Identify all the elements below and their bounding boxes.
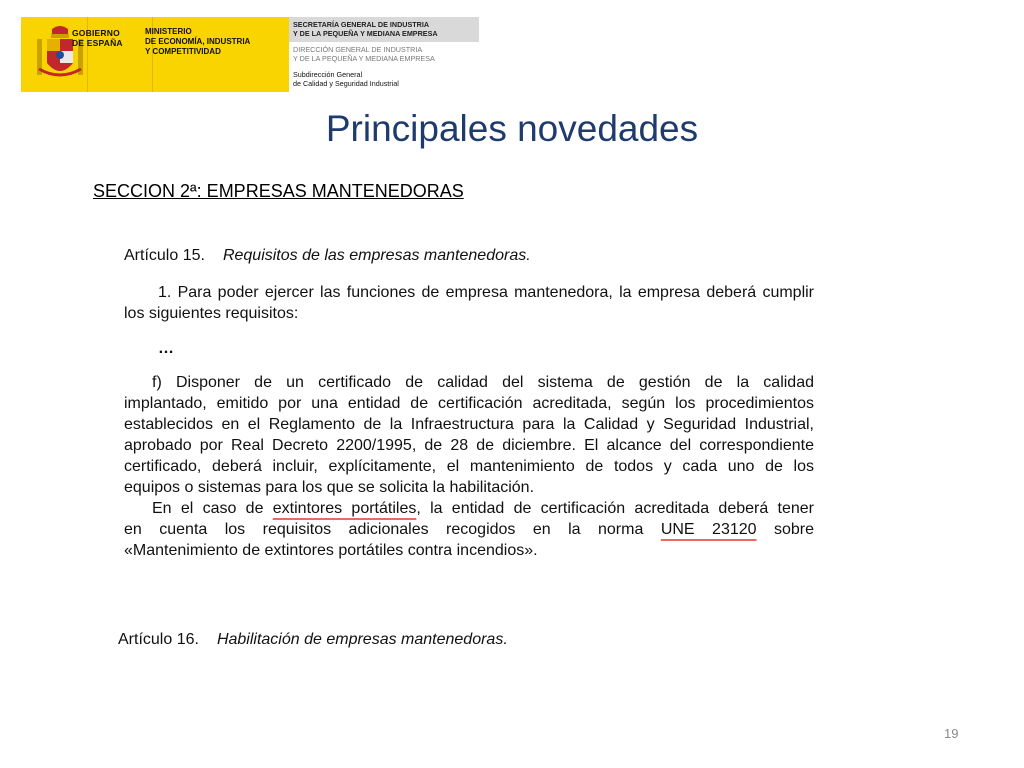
ministerio-label: MINISTERIO DE ECONOMÍA, INDUSTRIA Y COMPETITIVIDAD: [145, 27, 251, 56]
article-16-title: Habilitación de empresas mantenedoras.: [216, 631, 508, 648]
article-15-heading: [124, 247, 531, 265]
document-excerpt: [118, 236, 838, 666]
article-15-number: Artículo 15.: [124, 247, 205, 264]
paragraph-g-line-2: en cuenta los requisitos adicionales recogidos en la norma UNE 23120 sobre: [124, 521, 814, 538]
paragraph-g-line-1: En el caso de extintores portátiles, la entidad de certificación acreditada deberá tener: [152, 500, 815, 517]
paragraph-g-line-3: «Mantenimiento de extintores portátiles contra incendios».: [124, 542, 538, 559]
paragraph-f-line: certificado, deberá incluir, explícitamente, el mantenimiento de todos y cada uno de los: [124, 458, 814, 475]
paragraph-f-line: equipos o sistemas para los que se solicita la habilitación.: [124, 479, 535, 496]
highlight-extintores: extintores portátiles: [272, 500, 417, 517]
section-subtitle: SECCION 2ª: EMPRESAS MANTENEDORAS: [93, 181, 464, 201]
ellipsis: …: [158, 340, 174, 357]
article-15-title: Requisitos de las empresas mantenedoras.: [222, 247, 531, 264]
gobierno-label: GOBIERNO DE ESPAÑA: [72, 28, 123, 48]
paragraph-f-line: implantado, emitido por una entidad de certificación acreditada, según los procedimientos: [124, 395, 814, 412]
paragraph-f-line: aprobado por Real Decreto 2200/1995, de 28 de diciembre. El alcance del correspondiente: [124, 437, 814, 454]
article-16-heading: [118, 631, 508, 649]
paragraph-f-line: establecidos en el Reglamento de la Infraestructura para la Calidad y Seguridad Industrial,: [124, 416, 814, 433]
article-16-number: Artículo 16.: [118, 631, 199, 648]
direccion-label: DIRECCIÓN GENERAL DE INDUSTRIA Y DE LA PEQUEÑA Y MEDIANA EMPRESA: [293, 45, 435, 63]
paragraph-f: [124, 372, 814, 561]
paragraph-f-line: f) Disponer de un certificado de calidad del sistema de gestión de la calidad: [152, 374, 814, 391]
page-number: 19: [944, 726, 959, 741]
secretaria-label: SECRETARÍA GENERAL DE INDUSTRIA Y DE LA PEQUEÑA Y MEDIANA EMPRESA: [293, 20, 438, 38]
paragraph-1: 1. Para poder ejercer las funciones de empresa mantenedora, la empresa deberá cumplir los siguientes requisitos:: [124, 284, 814, 322]
subdireccion-label: Subdirección General de Calidad y Seguridad Industrial: [293, 70, 399, 88]
slide-title: Principales novedades: [325, 108, 699, 149]
highlight-une: UNE 23120: [660, 521, 757, 538]
